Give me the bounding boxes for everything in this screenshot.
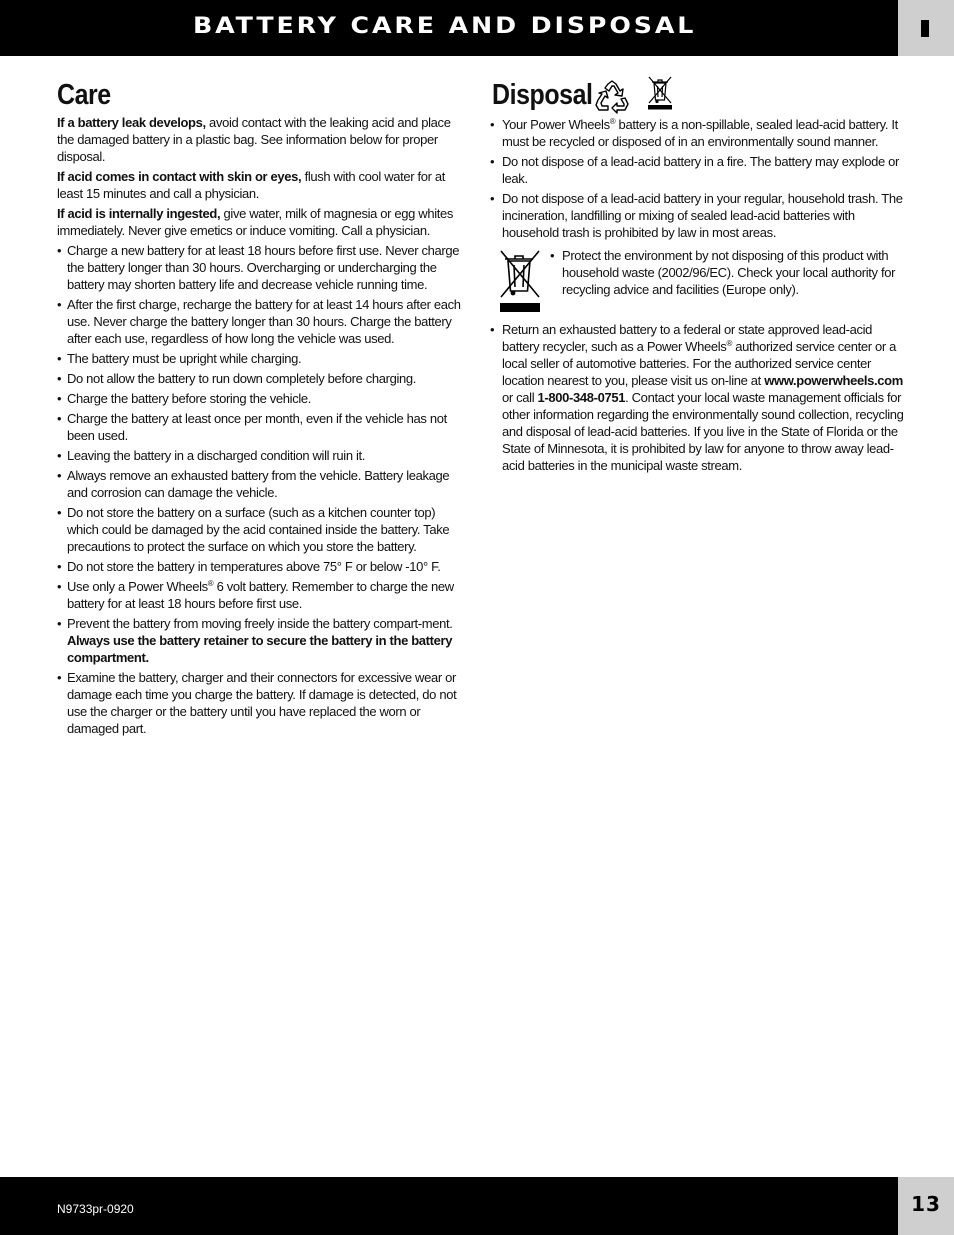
ingested-paragraph: If acid is internally ingested, give water, milk of magnesia or egg whites immediately. Never give emetics or induce vomiting. Call a physician. <box>57 206 454 238</box>
list-item: • Prevent the battery from moving freely inside the battery compart-ment. Always use the battery retainer to secure the battery in the battery compartment. <box>57 615 465 666</box>
recycle-icon <box>594 80 630 114</box>
list-item: • Always remove an exhausted battery from the vehicle. Battery leakage and corrosion can damage the vehicle. <box>57 467 465 501</box>
section-title: BATTERY CARE AND DISPOSAL <box>193 14 697 39</box>
phone-number: 1-800-348-0751 <box>537 390 626 405</box>
page-footer <box>0 1177 898 1235</box>
list-item: • Examine the battery, charger and their connectors for excessive wear or damage each time you charge the battery. If damage is detected, do not use the charger or the battery until you have replaced the worn or damaged part. <box>57 669 465 737</box>
list-item: • Do not dispose of a lead-acid battery in a fire. The battery may explode or leak. <box>490 153 905 187</box>
disposal-list-continued <box>490 321 905 474</box>
care-column <box>57 78 465 740</box>
list-item: • Leaving the battery in a discharged condition will ruin it. <box>57 447 465 464</box>
page-number-tab <box>898 1177 954 1235</box>
list-item: • The battery must be upright while charging. <box>57 350 465 367</box>
skin-eyes-paragraph: If acid comes in contact with skin or eyes, flush with cool water for at least 15 minutes and call a physician. <box>57 169 446 201</box>
list-item: • Your Power Wheels® battery is a non-spillable, sealed lead-acid battery. It must be recycled or disposed of in an environmentally sound manner. <box>490 116 905 150</box>
list-item: • Do not dispose of a lead-acid battery in your regular, household trash. The incineration, landfilling or mixing of sealed lead-acid batteries with household trash is prohibited by law in most areas. <box>490 190 905 241</box>
weee-list <box>550 247 905 301</box>
page-number: 13 <box>911 1192 941 1216</box>
disposal-heading: Disposal <box>492 79 593 111</box>
disposal-column <box>490 78 905 477</box>
list-item: • Do not store the battery on a surface (such as a kitchen counter top) which could be damaged by the acid contained inside the battery. Take precautions to protect the surface on which you store the battery. <box>57 504 465 555</box>
list-item: • Charge the battery before storing the vehicle. <box>57 390 465 407</box>
care-list <box>57 242 465 737</box>
list-item: • Charge a new battery for at least 18 hours before first use. Never charge the battery longer than 30 hours. Overcharging or undercharging the battery may shorten battery life and decrease vehicle running time. <box>57 242 465 293</box>
list-item: • Charge the battery at least once per month, even if the vehicle has not been used. <box>57 410 465 444</box>
page-header <box>0 0 898 56</box>
language-tab <box>898 0 954 56</box>
care-heading: Care <box>57 79 111 111</box>
list-item: • Do not store the battery in temperatures above 75° F or below -10° F. <box>57 558 465 575</box>
list-item: • Protect the environment by not disposing of this product with household waste (2002/96/EC). Check your local authority for recycling advice and facilities (Europe only). <box>550 247 905 298</box>
list-item: • After the first charge, recharge the battery for at least 14 hours after each use. Never charge the battery longer than 30 hours. Charge the battery after each use, regardless of how long the vehicle was used. <box>57 296 465 347</box>
weee-bin-icon <box>498 247 542 313</box>
disposal-list <box>490 116 905 241</box>
website-link[interactable]: www.powerwheels.com <box>764 373 903 388</box>
crossed-bin-icon <box>646 74 674 110</box>
language-tab-mark <box>921 20 929 37</box>
list-item: • Use only a Power Wheels® 6 volt battery. Remember to charge the new battery for at least 18 hours before first use. <box>57 578 465 612</box>
list-item: • Do not allow the battery to run down completely before charging. <box>57 370 465 387</box>
leak-paragraph: If a battery leak develops, avoid contact with the leaking acid and place the damaged battery in a plastic bag. See information below for proper disposal. <box>57 115 451 164</box>
document-code: N9733pr-0920 <box>57 1202 134 1216</box>
weee-notice <box>490 247 905 313</box>
list-item: • Return an exhausted battery to a federal or state approved lead-acid battery recycler, such as a Power Wheels® authorized service center or a local seller of automotive batteries. For the authorized service center location nearest to you, please visit us on-line at www.powerwheels.com or call 1-800-348-0751. Contact your local waste management officials for other information regarding the environmentally sound collection, recycling and disposal of lead-acid batteries. If you live in the State of Florida or the State of Minnesota, it is prohibited by law for anyone to throw away lead-acid batteries in the municipal waste stream. <box>490 321 905 474</box>
disposal-header <box>490 78 905 114</box>
